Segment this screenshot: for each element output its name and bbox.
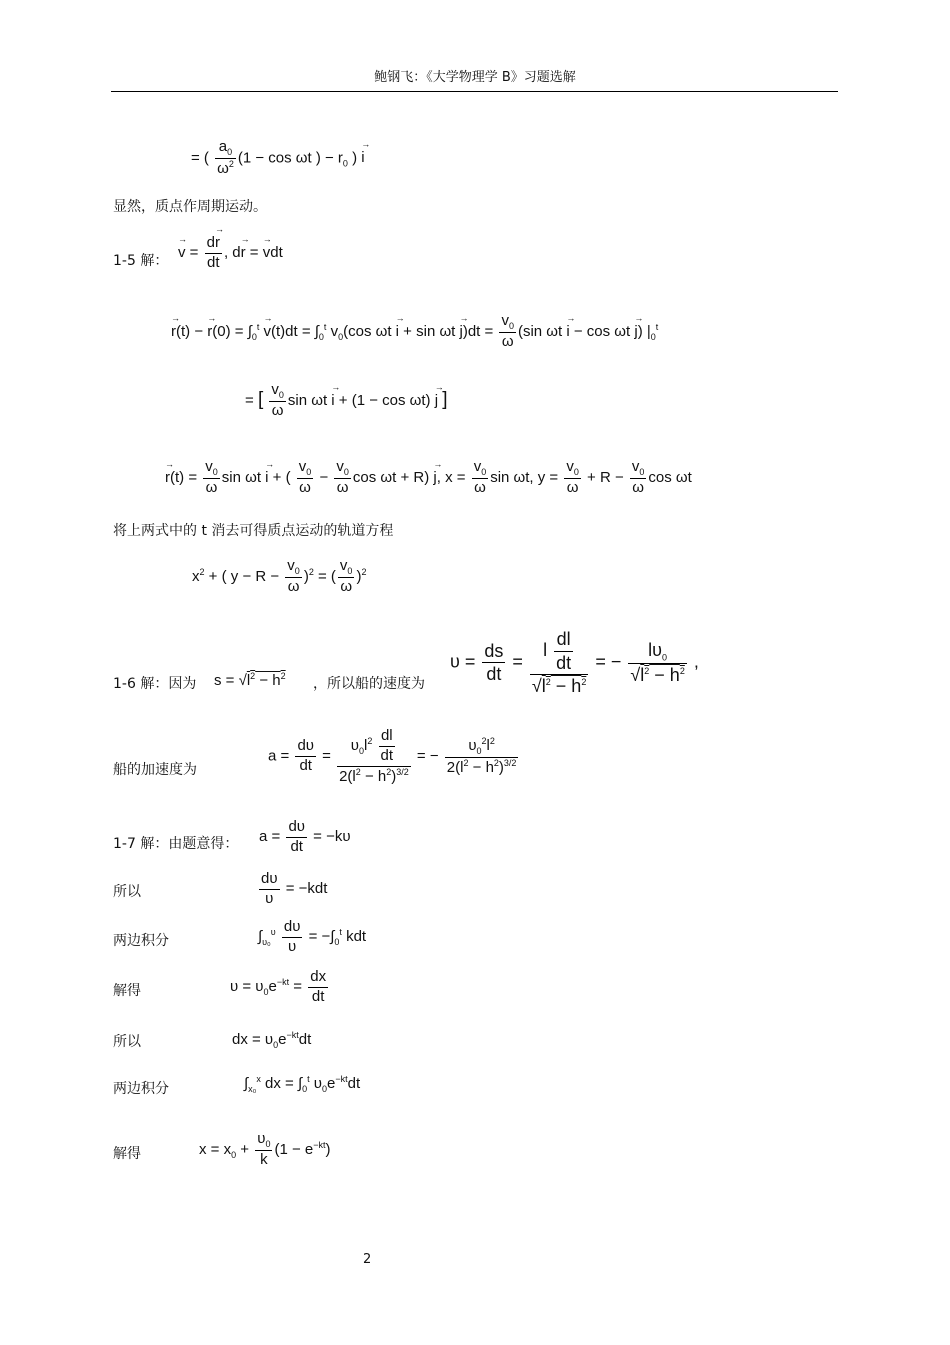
equation-1-7-c: $\int_{\upsilon_0}^\upsilon$ $\frac{d\upsilon}{\upsilon}$ = $-\int_0^t$ kdt xyxy=(258,918,367,955)
equation-1-7-d: $\upsilon = \upsilon_0e^{-kt}$ = $\frac{dx}{dt}$ xyxy=(230,968,327,1005)
header-rule xyxy=(111,91,838,92)
label-1-7: 1-7 解：由题意得： xyxy=(113,836,239,852)
equation-1-5-e: $x^2$ + ( y − R − $\frac{v_0}{\omega}$ )$^2$ = ( $\frac{v_0}{\omega}$ )$^2$ xyxy=(192,557,367,596)
equation-1-7-g: $x = x_0$ + $\frac{\upsilon_0}{k}$ $(1 - e^{-kt})$ xyxy=(199,1130,331,1169)
equation-1-5-a: → v = $\frac{d\to r}{dt}$ , d→ r = → vdt xyxy=(178,234,283,273)
equation-1-5-b: → r(t) − → $r(0) = \int_0^t \to v(t)dt = \int_0^t$ $v_0(\cos$ ωt → i + sin ωt → j)dt = $\frac{v_0}{\omega}$ (sin ωt → i − cos ωt → j) $|_0^t$ xyxy=(171,312,658,352)
equation-1-5-c: = [ $\frac{v_0}{\omega}$ sin ωt → i + (1 − cos ωt) → j ] xyxy=(245,381,448,421)
text-1-7-integrate2: 两边积分 xyxy=(113,1081,169,1097)
equation-1-6-v: υ = $\frac{ds}{dt}$ = l $\frac{dl}{dt}$ $√l^2 - h^2$ = − $\frac{l\upsilon_0}{√l^2 - h^2}$ , xyxy=(450,629,699,696)
equation-l1: = ( $\frac{a_0}{\omega^2}$ (1 − cos ωt ) − $r_0$ ) → i xyxy=(191,138,365,179)
equation-1-6-a: a = $\frac{d\upsilon}{dt}$ = $\upsilon_0l^2$ $\frac{dl}{dt}$ $2(l^2 - h^2)^{3/2}$ = − $\frac{\upsilon_0^2l^2}{2(l^2 - h^2)^{3/2}}$ xyxy=(268,727,517,785)
text-1-6: ，所以船的速度为 xyxy=(313,676,425,692)
text-1-7-so: 所以 xyxy=(113,884,141,900)
equation-1-7-e: dx = $\upsilon_0e^{-kt}dt$ xyxy=(232,1030,312,1050)
text-1-7-solve2: 解得 xyxy=(113,1146,141,1162)
equation-1-7-a: a = $\frac{d\upsilon}{dt}$ = −kυ xyxy=(259,818,351,855)
equation-1-7-f: $\int_{x_0}^x$ dx = $\int_0^t$ $\upsilon_0e^{-kt}dt$ xyxy=(244,1074,361,1094)
label-accel: 船的加速度为 xyxy=(113,762,197,778)
label-1-5: 1-5 解： xyxy=(113,253,169,269)
equation-1-7-b: $\frac{d\upsilon}{\upsilon}$ = −kdt xyxy=(261,870,328,907)
text-1-5: 将上两式中的 t 消去可得质点运动的轨道方程 xyxy=(113,523,394,539)
text-1-7-so2: 所以 xyxy=(113,1034,141,1050)
text-1-7-solve: 解得 xyxy=(113,983,141,999)
label-1-6: 1-6 解：因为 xyxy=(113,676,197,692)
page-number: 2 xyxy=(363,1252,372,1267)
text-l2: 显然，质点作周期运动。 xyxy=(113,199,267,215)
text-1-7-integrate: 两边积分 xyxy=(113,933,169,949)
page-header: 鲍钢飞：《大学物理学 B》习题选解 xyxy=(374,70,576,85)
equation-1-6-s: $s = √l^2 - h^2$ xyxy=(214,671,286,689)
equation-1-5-d: → r(t) = $\frac{v_0}{\omega}$ sin ωt → i + ( $\frac{v_0}{\omega}$ − $\frac{v_0}{\omega}$ cos ωt + R) → j, x = $\frac{v_0}{\omega}$ sin ωt, y = $\frac{v_0}{\omega}$ + R − $\frac{v_0}{\omega}$ cos ωt xyxy=(165,458,692,498)
